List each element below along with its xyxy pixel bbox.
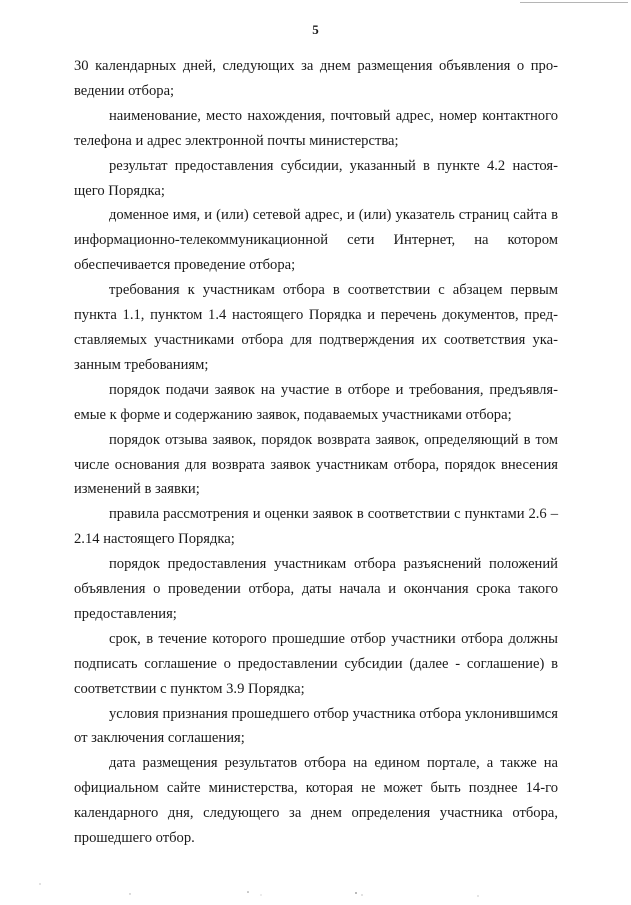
paragraph-6: порядок подачи заявок на участие в отборе и требования, предъявляемые к форме и содержанию заявок, подаваемых участниками отбора; [74, 381, 558, 423]
page-number: 5 [312, 22, 319, 37]
paragraph-3: результат предоставления субсидии, указанный в пункте 4.2 настоящего Порядка; [74, 157, 558, 199]
paragraph-5: требования к участникам отбора в соответствии с абзацем первым пункта 1.1, пунктом 1.4 настоящего Порядка и перечень документов, представляемых участниками отбора для подтверждения их соответствия указанным требованиям; [74, 282, 558, 373]
paragraph-11: условия признания прошедшего отбор участника отбора уклонившимся от заключения соглашения; [74, 705, 558, 747]
paragraph-8: правила рассмотрения и оценки заявок в соответствии с пунктами 2.6 – 2.14 настоящего Порядка; [74, 506, 558, 548]
scan-edge-line [520, 2, 628, 3]
paragraph-2: наименование, место нахождения, почтовый адрес, номер контактного телефона и адрес электронной почты министерства; [74, 107, 558, 149]
paragraph-10: срок, в течение которого прошедшие отбор участники отбора должны подписать соглашение о предоставлении субсидии (далее - соглашение) в соответствии с пунктом 3.9 Порядка; [74, 630, 558, 697]
paragraph-1: 30 календарных дней, следующих за днем размещения объявления о проведении отбора; [74, 58, 558, 99]
scan-noise [0, 880, 631, 900]
paragraph-7: порядок отзыва заявок, порядок возврата заявок, определяющий в том числе основания для возврата заявок участникам отбора, порядок внесения изменений в заявки; [74, 431, 558, 498]
paragraph-4: доменное имя, и (или) сетевой адрес, и (или) указатель страниц сайта в информационно-телекоммуникационной сети Интернет, на котором обеспечивается проведение отбора; [74, 207, 558, 274]
paragraph-9: порядок предоставления участникам отбора разъяснений положений объявления о проведении отбора, даты начала и окончания срока такого предоставления; [74, 556, 558, 622]
paragraph-12: дата размещения результатов отбора на едином портале, а также на официальном сайте министерства, которая не может быть позднее 14-го календарного дня, следующего за днем определения участника отбора, прошедшего отбор. [74, 755, 558, 847]
document-body [74, 54, 558, 851]
